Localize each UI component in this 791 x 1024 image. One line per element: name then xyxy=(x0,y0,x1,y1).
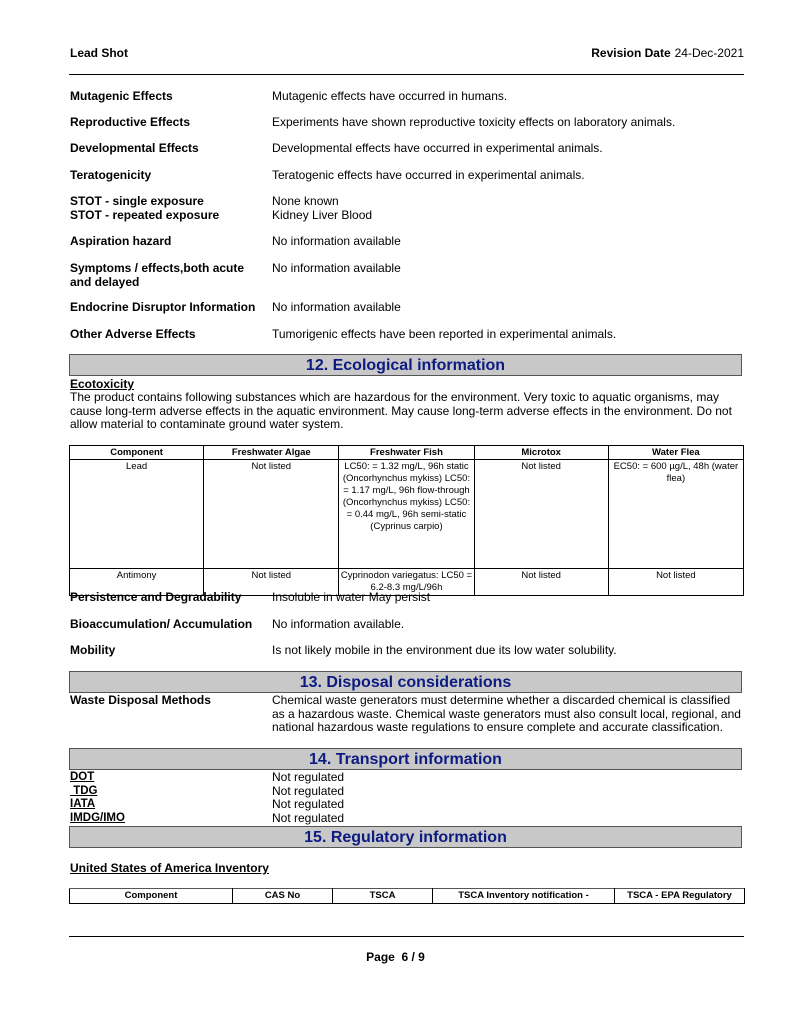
field-value: Tumorigenic effects have been reported in experimental animals. xyxy=(272,327,617,341)
cell-freshwater-fish: Cyprinodon variegatus: LC50 = 6.2-8.3 mg/L/96h xyxy=(339,569,474,596)
section-14-heading: 14. Transport information xyxy=(69,748,742,770)
transport-label: DOT xyxy=(70,771,95,783)
field-value: No information available xyxy=(272,234,401,248)
field-value: Developmental effects have occurred in experimental animals. xyxy=(272,141,603,155)
field-label: Waste Disposal Methods xyxy=(70,693,211,707)
cell-freshwater-algae: Not listed xyxy=(204,569,339,596)
field-label: Mutagenic Effects xyxy=(70,89,173,103)
cell-water-flea: Not listed xyxy=(608,569,743,596)
page-header xyxy=(70,46,744,62)
transport-row-imdg xyxy=(70,812,744,826)
field-value: Is not likely mobile in the environment due its low water solubility. xyxy=(272,643,617,657)
transport-label: TDG xyxy=(70,784,98,797)
field-label: Teratogenicity xyxy=(70,168,152,182)
field-label: Persistence and Degradability xyxy=(70,590,242,604)
field-label: Symptoms / effects,both acute and delayed xyxy=(70,261,245,289)
field-label: Other Adverse Effects xyxy=(70,327,196,341)
field-label: Endocrine Disruptor Information xyxy=(70,300,256,314)
table-row xyxy=(70,460,744,569)
col-freshwater-algae: Freshwater Algae xyxy=(204,446,339,460)
cell-component: Antimony xyxy=(70,569,204,596)
cell-freshwater-algae: Not listed xyxy=(204,460,339,569)
col-cas-no: CAS No xyxy=(233,889,333,904)
page-footer xyxy=(0,950,791,964)
transport-row-dot xyxy=(70,771,744,785)
revision-label: Revision Date xyxy=(591,46,671,60)
cell-freshwater-fish: LC50: = 1.32 mg/L, 96h static (Oncorhynchus mykiss) LC50: = 1.17 mg/L, 96h flow-through (Oncorhynchus mykiss) LC50: = 0.44 mg/L, 96h semi-static (Cyprinus carpio) xyxy=(339,460,474,569)
revision-date: 24-Dec-2021 xyxy=(674,46,744,60)
table-header-row xyxy=(70,446,744,460)
section-15-heading: 15. Regulatory information xyxy=(69,826,742,848)
cell-microtox: Not listed xyxy=(474,460,608,569)
field-value: Chemical waste generators must determine whether a discarded chemical is classified as a hazardous waste. Chemical waste generators must also consult local, regional, and national hazardous waste regulations to ensure complete and accurate classification. xyxy=(272,693,741,734)
field-label: STOT - repeated exposure xyxy=(70,208,220,222)
transport-list xyxy=(70,771,744,825)
col-tsca-inventory-notification: TSCA Inventory notification - xyxy=(433,889,615,904)
field-value: Experiments have shown reproductive toxicity effects on laboratory animals. xyxy=(272,115,676,129)
transport-label: IATA xyxy=(70,798,96,810)
field-label: Bioaccumulation/ Accumulation xyxy=(70,617,253,631)
revision-info xyxy=(591,46,744,60)
col-tsca: TSCA xyxy=(333,889,433,904)
field-label: Reproductive Effects xyxy=(70,115,191,129)
field-value: No information available xyxy=(272,300,401,314)
inventory-table xyxy=(69,888,745,904)
field-value: Insoluble in water May persist xyxy=(272,590,431,604)
page-number: 6 / 9 xyxy=(401,950,425,964)
field-value: Kidney Liver Blood xyxy=(272,208,373,222)
ecotoxicity-table xyxy=(69,445,744,596)
header-divider xyxy=(69,74,744,75)
cell-microtox: Not listed xyxy=(474,569,608,596)
cell-component: Lead xyxy=(70,460,204,569)
col-component: Component xyxy=(70,889,233,904)
transport-value: Not regulated xyxy=(272,770,345,784)
field-label: Developmental Effects xyxy=(70,141,199,155)
field-value: Teratogenic effects have occurred in experimental animals. xyxy=(272,168,585,182)
ecotoxicity-text: The product contains following substances which are hazardous for the environment. Very toxic to aquatic organisms, may cause long-term adverse effects in the aquatic environment. May cause long-term adverse effects in the environment. Do not allow material to contaminate ground water system. xyxy=(70,390,732,431)
col-microtox: Microtox xyxy=(474,446,608,460)
field-value: No information available. xyxy=(272,617,405,631)
transport-value: Not regulated xyxy=(272,783,345,798)
transport-row-iata xyxy=(70,798,744,812)
field-label: Aspiration hazard xyxy=(70,234,172,248)
field-label: Mobility xyxy=(70,643,116,657)
field-value: Mutagenic effects have occurred in humans. xyxy=(272,89,508,103)
footer-divider xyxy=(69,936,744,937)
col-component: Component xyxy=(70,446,204,460)
section-12-heading: 12. Ecological information xyxy=(69,354,742,376)
section-13-heading: 13. Disposal considerations xyxy=(69,671,742,693)
transport-value: Not regulated xyxy=(272,810,345,825)
transport-value: Not regulated xyxy=(272,797,345,811)
cell-water-flea: EC50: = 600 µg/L, 48h (water flea) xyxy=(608,460,743,569)
col-tsca-epa-regulatory: TSCA - EPA Regulatory xyxy=(615,889,745,904)
col-freshwater-fish: Freshwater Fish xyxy=(339,446,474,460)
product-name: Lead Shot xyxy=(70,46,129,60)
table-header-row xyxy=(70,889,745,904)
transport-label: IMDG/IMO xyxy=(70,811,125,824)
page-label: Page xyxy=(366,950,395,964)
field-value: None known xyxy=(272,194,339,208)
field-label: STOT - single exposure xyxy=(70,194,204,208)
us-inventory-label xyxy=(70,862,742,876)
transport-row-tdg xyxy=(70,785,744,799)
field-value: No information available xyxy=(272,261,401,275)
us-inventory-title: United States of America Inventory xyxy=(70,861,269,875)
ecotoxicity-title: Ecotoxicity xyxy=(70,377,135,391)
col-water-flea: Water Flea xyxy=(608,446,743,460)
